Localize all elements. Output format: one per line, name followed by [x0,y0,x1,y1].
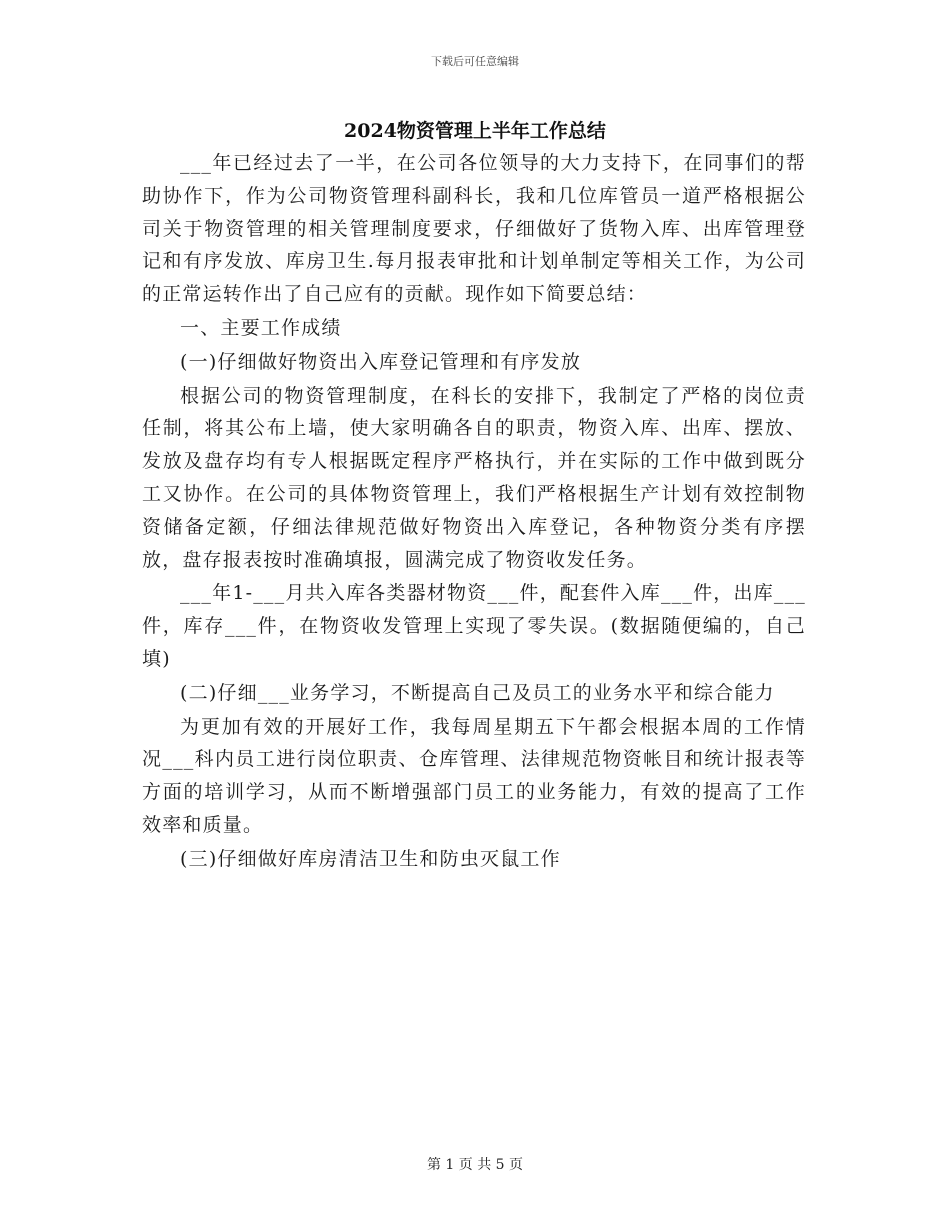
subsection-heading-2: (二)仔细___业务学习，不断提高自己及员工的业务水平和综合能力 [180,681,775,704]
document-title: 2024物资管理上半年工作总结 [344,120,606,142]
page-number: 第 1 页 共 5 页 [426,1157,524,1173]
subsection-heading-3: (三)仔细做好库房清洁卫生和防虫灭鼠工作 [180,847,561,870]
document-body [142,147,806,876]
download-note: 下载后可任意编辑 [431,55,519,68]
intro-paragraph: ___年已经过去了一半，在公司各位领导的大力支持下，在同事们的帮助协作下，作为公司物资管理科副科长，我和几位库管员一道严格根据公司关于物资管理的相关管理制度要求，仔细做好了货物入库、出库管理登记和有序发放、库房卫生.每月报表审批和计划单制定等相关工作，为公司的正常运转作出了自己应有的贡献。现作如下简要总结： [142,152,806,306]
subsection-2-paragraph-1: 为更加有效的开展好工作，我每周星期五下午都会根据本周的工作情况___科内员工进行岗位职责、仓库管理、法律规范物资帐目和统计报表等方面的培训学习，从而不断增强部门员工的业务能力，有效的提高了工作效率和质量。 [142,715,806,836]
section-heading-achievements: 一、主要工作成绩 [180,316,342,339]
subsection-1-paragraph-2: ___年1-___月共入库各类器材物资___件，配套件入库___件，出库___件，库存___件，在物资收发管理上实现了零失误。(数据随便编的，自己填) [142,582,806,670]
subsection-heading-1: (一)仔细做好物资出入库登记管理和有序发放 [180,350,582,373]
subsection-1-paragraph-1: 根据公司的物资管理制度，在科长的安排下，我制定了严格的岗位责任制，将其公布上墙，使大家明确各自的职责，物资入库、出库、摆放、发放及盘存均有专人根据既定程序严格执行，并在实际的工作中做到既分工又协作。在公司的具体物资管理上，我们严格根据生产计划有效控制物资储备定额，仔细法律规范做好物资出入库登记，各种物资分类有序摆放，盘存报表按时准确填报，圆满完成了物资收发任务。 [142,384,806,571]
